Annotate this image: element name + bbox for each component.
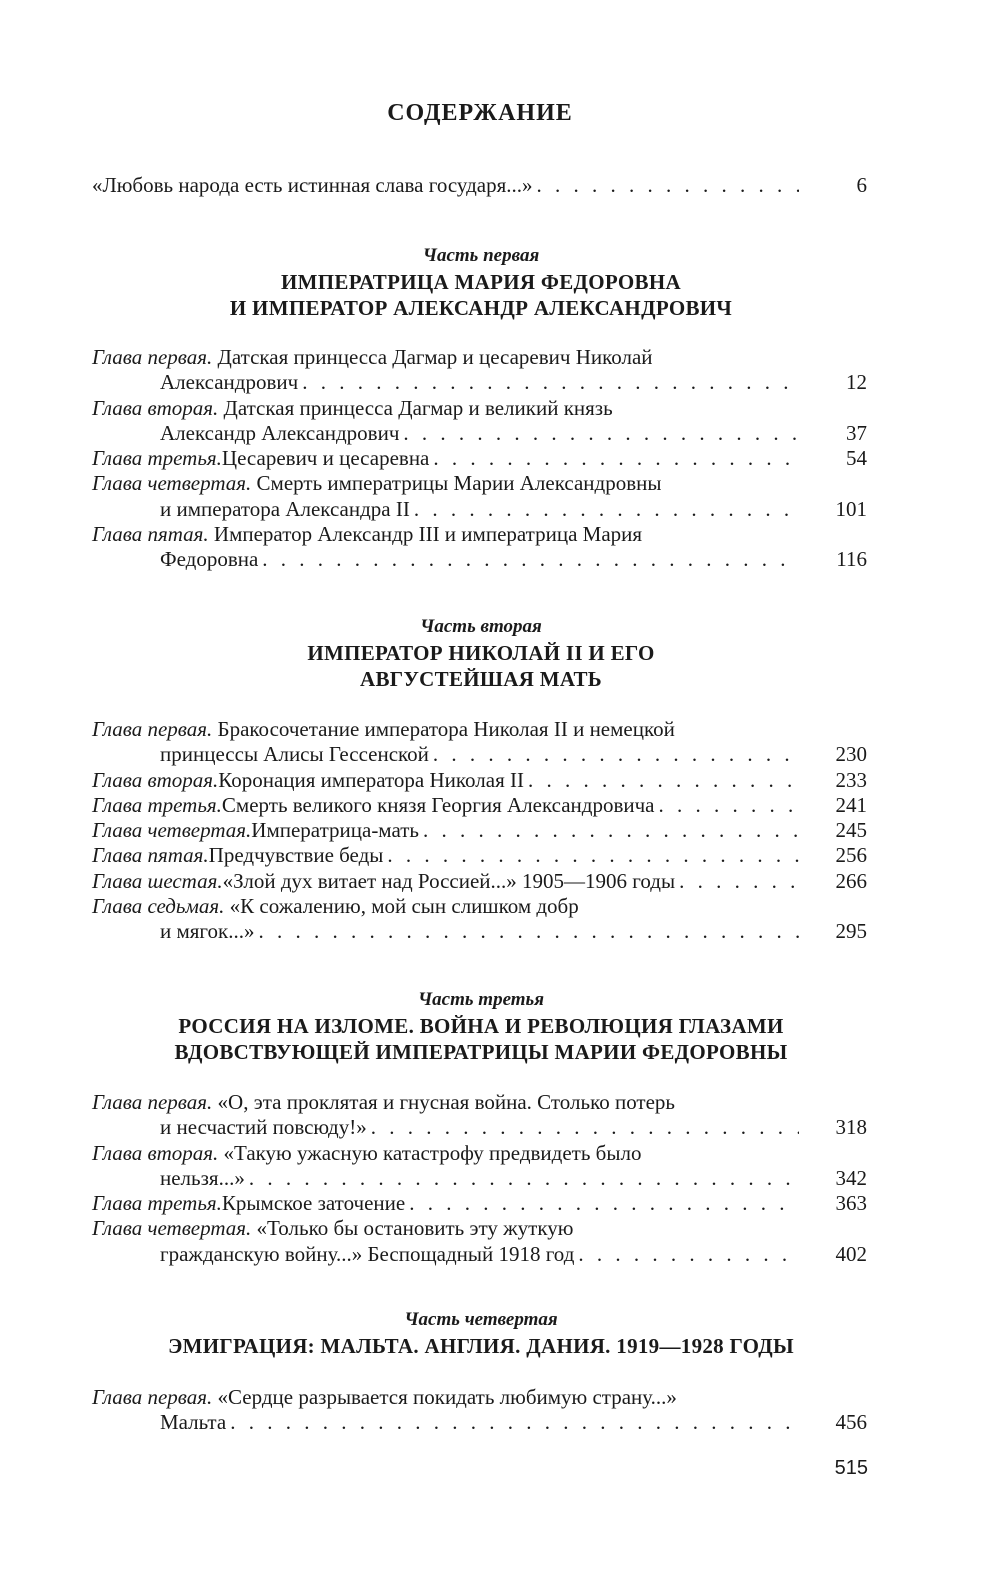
chapter-label: Глава первая. bbox=[92, 1385, 213, 1409]
chapter-label: Глава шестая. bbox=[92, 868, 223, 893]
dot-leader bbox=[679, 869, 799, 894]
dot-leader bbox=[578, 1242, 799, 1267]
toc-entry bbox=[92, 869, 867, 894]
chapter-label: Глава седьмая. bbox=[92, 894, 225, 919]
chapter-title-cont: гражданскую войну...» Беспощадный 1918 год bbox=[160, 1241, 575, 1266]
page-number: 230 bbox=[835, 742, 867, 767]
chapter-title-cont: Александр Александрович bbox=[160, 420, 400, 445]
dot-leader bbox=[302, 370, 799, 395]
chapter-label: Глава четвертая. bbox=[92, 471, 252, 496]
chapter-label: Глава вторая. bbox=[92, 395, 219, 420]
dot-leader bbox=[423, 818, 799, 843]
dot-leader bbox=[249, 1166, 799, 1191]
chapter-label: Глава третья. bbox=[92, 1191, 222, 1216]
toc-entry bbox=[92, 345, 867, 396]
part-title-line: И ИМПЕРАТОР АЛЕКСАНДР АЛЕКСАНДРОВИЧ bbox=[229, 296, 733, 320]
chapter-label: Глава четвертая. bbox=[92, 818, 252, 843]
chapter-title: Император Александр III и императрица Мария bbox=[208, 522, 643, 547]
toc-entry bbox=[92, 1141, 867, 1192]
toc-entry bbox=[92, 1090, 867, 1141]
chapter-label: Глава пятая. bbox=[92, 522, 209, 547]
dot-leader bbox=[262, 547, 799, 572]
page-number: 363 bbox=[835, 1191, 867, 1216]
chapter-title-cont: Мальта bbox=[160, 1410, 227, 1435]
chapter-title: Смерть императрицы Марии Александровны bbox=[251, 471, 662, 496]
chapter-label: Глава вторая. bbox=[92, 767, 219, 792]
toc-entry bbox=[92, 1191, 867, 1216]
toc-entry bbox=[92, 717, 867, 768]
page-number: 318 bbox=[835, 1115, 867, 1140]
page-title: СОДЕРЖАНИЕ bbox=[387, 100, 573, 126]
chapter-label: Глава третья. bbox=[92, 446, 222, 471]
page-number: 241 bbox=[835, 792, 867, 817]
dot-leader bbox=[403, 421, 799, 446]
chapter-label: Глава четвертая. bbox=[92, 1216, 252, 1241]
chapter-title: Императрица-мать bbox=[251, 818, 419, 843]
toc-entry bbox=[92, 446, 867, 471]
page-number: 342 bbox=[835, 1165, 867, 1190]
chapter-title: «Сердце разрывается покидать любимую страну...» bbox=[212, 1385, 677, 1409]
dot-leader bbox=[258, 919, 799, 944]
chapter-label: Глава первая. bbox=[92, 1090, 213, 1114]
dot-leader bbox=[537, 172, 800, 198]
page-number: 295 bbox=[835, 919, 867, 944]
dot-leader bbox=[387, 843, 799, 868]
chapter-title: «Только бы остановить эту жуткую bbox=[251, 1216, 574, 1241]
chapter-title-cont: принцессы Алисы Гессенской bbox=[160, 742, 429, 767]
page-number: 116 bbox=[836, 547, 867, 572]
chapter-label: Глава пятая. bbox=[92, 843, 209, 868]
toc-entry bbox=[92, 843, 867, 868]
toc-part-3 bbox=[92, 1090, 867, 1267]
chapter-title: Предчувствие беды bbox=[208, 843, 384, 868]
dot-leader bbox=[433, 742, 799, 767]
toc-entry bbox=[92, 471, 867, 522]
part-heading-4 bbox=[0, 1307, 962, 1359]
page-number: 101 bbox=[835, 496, 867, 521]
chapter-title-cont: и несчастий повсюду!» bbox=[160, 1115, 367, 1140]
chapter-title: Датская принцесса Дагмар и великий князь bbox=[218, 395, 613, 420]
page-number: 12 bbox=[846, 370, 867, 395]
chapter-label: Глава первая. bbox=[92, 717, 213, 741]
part-label: Часть третья bbox=[417, 989, 545, 1010]
toc-entry bbox=[92, 396, 867, 447]
chapter-title-cont: нельзя...» bbox=[160, 1165, 245, 1190]
part-label: Часть четвертая bbox=[404, 1309, 558, 1330]
page-number: 6 bbox=[856, 173, 867, 197]
toc-entry bbox=[92, 818, 867, 843]
chapter-title: Датская принцесса Дагмар и цесаревич Николай bbox=[212, 345, 653, 369]
part-heading-3 bbox=[0, 987, 962, 1065]
toc-part-4 bbox=[92, 1385, 867, 1436]
toc-entry bbox=[92, 522, 867, 573]
page-number: 245 bbox=[835, 818, 867, 843]
chapter-title: «Злой дух витает над Россией...» 1905—1906 годы bbox=[222, 868, 676, 893]
chapter-label: Глава третья. bbox=[92, 792, 222, 817]
dot-leader bbox=[409, 1191, 799, 1216]
toc-entry bbox=[92, 894, 867, 945]
intro-text: «Любовь народа есть истинная слава государя...» bbox=[92, 173, 533, 197]
page-number: 37 bbox=[846, 420, 867, 445]
dot-leader bbox=[230, 1410, 799, 1435]
chapter-title: «О, эта проклятая и гнусная война. Столько потерь bbox=[212, 1090, 675, 1114]
chapter-title: «Такую ужасную катастрофу предвидеть было bbox=[218, 1140, 642, 1165]
chapter-title: Бракосочетание императора Николая II и немецкой bbox=[212, 717, 675, 741]
dot-leader bbox=[433, 446, 799, 471]
chapter-title-cont: Александрович bbox=[160, 370, 299, 395]
part-title-line: РОССИЯ НА ИЗЛОМЕ. ВОЙНА И РЕВОЛЮЦИЯ ГЛАЗАМИ bbox=[178, 1014, 784, 1038]
dot-leader bbox=[414, 497, 799, 522]
chapter-title: Крымское заточение bbox=[221, 1191, 406, 1216]
part-heading-2 bbox=[0, 614, 962, 692]
page-number: 456 bbox=[835, 1410, 867, 1435]
toc-part-1 bbox=[92, 345, 867, 573]
part-label: Часть первая bbox=[422, 245, 540, 266]
part-label: Часть вторая bbox=[420, 616, 542, 637]
chapter-label: Глава вторая. bbox=[92, 1140, 219, 1165]
page-number: 402 bbox=[835, 1241, 867, 1266]
toc-entry bbox=[92, 1385, 867, 1436]
chapter-title-cont: и императора Александра II bbox=[160, 496, 410, 521]
toc-entry bbox=[92, 1216, 867, 1267]
page-number: 54 bbox=[846, 446, 867, 471]
page-number: 266 bbox=[835, 868, 867, 893]
folio-page-number: 515 bbox=[834, 1457, 868, 1479]
toc-entry bbox=[92, 768, 867, 793]
chapter-title: «К сожалению, мой сын слишком добр bbox=[224, 894, 579, 919]
chapter-title: Коронация императора Николая II bbox=[218, 767, 524, 792]
toc-part-2 bbox=[92, 717, 867, 945]
part-title-line: ИМПЕРАТОР НИКОЛАЙ II И ЕГО bbox=[307, 641, 655, 665]
part-title-line: ВДОВСТВУЮЩЕЙ ИМПЕРАТРИЦЫ МАРИИ ФЕДОРОВНЫ bbox=[174, 1040, 788, 1064]
chapter-title: Смерть великого князя Георгия Александровича bbox=[221, 792, 655, 817]
part-title-line: АВГУСТЕЙШАЯ МАТЬ bbox=[360, 667, 602, 691]
dot-leader bbox=[528, 768, 799, 793]
chapter-title-cont: и мягок...» bbox=[160, 919, 255, 944]
chapter-label: Глава первая. bbox=[92, 345, 213, 369]
part-heading-1 bbox=[0, 243, 962, 321]
chapter-title-cont: Федоровна bbox=[160, 547, 259, 572]
dot-leader bbox=[659, 793, 799, 818]
chapter-title: Цесаревич и цесаревна bbox=[221, 446, 430, 471]
dot-leader bbox=[371, 1115, 799, 1140]
page-number: 256 bbox=[835, 843, 867, 868]
page-number: 233 bbox=[835, 767, 867, 792]
part-title-line: ЭМИГРАЦИЯ: МАЛЬТА. АНГЛИЯ. ДАНИЯ. 1919—1928 ГОДЫ bbox=[168, 1334, 794, 1358]
toc-entry bbox=[92, 793, 867, 818]
part-title-line: ИМПЕРАТРИЦА МАРИЯ ФЕДОРОВНА bbox=[281, 270, 681, 294]
intro-entry bbox=[92, 172, 867, 198]
